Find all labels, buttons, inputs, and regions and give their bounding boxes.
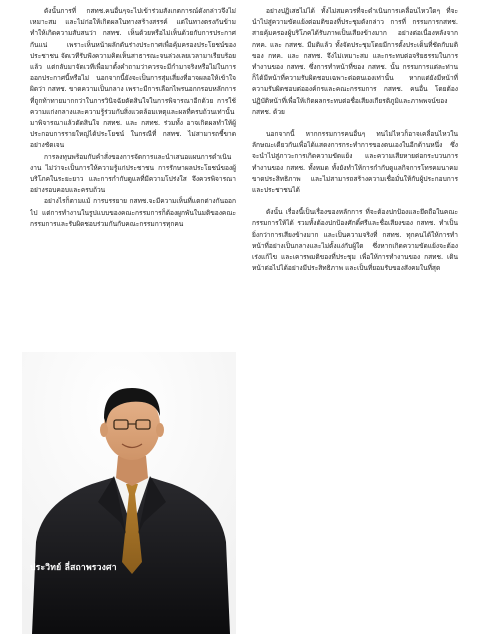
photo-caption: ประวิทย์ ลี่สถาพรวงศา: [30, 563, 117, 573]
article-paragraph: ดังนั้น เรื่องนี้เป็นเรื่องของหลักการ ที่จะต้องปกป้องและยึดถือในคณะกรรมการให้ได้ รวมทั้งต้องปกป้องศักดิ์ศรีและชื่อเสียงของ กสทช. ทำเป็นยิ่งกว่าการเสียงข้างมาก และเป็นความจริงที่ กสทช. ทุกคนได้ให้การทำหน้าที่อย่างเป็นกลางและไม่ตั้งแง่กับผู้ใด ซึ่งหากเกิดความขัดแย้งจะต้องเร่งแก้ไข และเคารพมติของที่ประชุม เพื่อให้การทำงานของ กสทช. เดินหน้าต่อไปได้อย่างมีประสิทธิภาพ และเป็นที่ยอมรับของสังคมในที่สุด: [252, 208, 458, 273]
article-paragraph: นอกจากนี้ หากกรรมการคนอื่นๆ ทนไม่ไหวก็อาจเคลื่อนไหวในลักษณะเดียวกันเพื่อได้แสดงการกระทำการของตนเองในอีกด้านหนึ่ง ซึ่งจะนำไปสู่ภาวะการเกิดความขัดแย้ง และความเสียหายต่อกระบวนการทำงานของ กสทช. ทั้งหมด ทั้งยังทำให้การกำกับดูแลกิจการโทรคมนาคมขาดประสิทธิภาพ และไม่สามารถสร้างความเชื่อมั่นให้กับผู้ประกอบการและประชาชนได้: [252, 130, 458, 195]
portrait-photo: [22, 352, 236, 634]
article-paragraph: การลงทุนพร้อมกับคำสั่งของการจัดการและนำเสนอแผนการดำเนินงาน ไม่ว่าจะเป็นการให้ความรู้แก่ประชาชน การรักษาผลประโยชน์ของผู้บริโภคในระยะยาว และการกำกับดูแลที่มีความโปร่งใส จึงควรพิจารณาอย่างรอบคอบและครบถ้วน: [30, 152, 236, 195]
article-left-column: [30, 6, 236, 350]
article-paragraph: อย่างไรก็ตามแม้ การบรรยาย กสทช.จะมีความเห็นที่แตกต่างกันออกไป แต่การทำงานในรูปแบบของคณะกรรมการก็ต้องผูกพันในมติของคณะกรรมการและรับผิดชอบร่วมกันกับคณะกรรมการทุกคน: [30, 197, 236, 228]
portrait-illustration: [22, 352, 236, 634]
article-right-column: [252, 6, 458, 630]
article-paragraph: อย่างปฏิเสธไม่ได้ ทั้งไม่สมควรที่จะดำเนินการเคลื่อนไหวใดๆ ที่จะนำไปสู่ความขัดแย้งต่อมติของที่ประชุมดังกล่าว การที่ กรรมการกสทช. สายคุ้มครองผู้บริโภคได้รับภาพเป็นเสียงข้างมาก อย่างต่อเนื่องหลังจาก กทค. และ กสทช. มีมติแล้ว ทั้งจัดประชุมโดยมีการตั้งประเด็นที่ชัดกับมติของ กทค. และ กสทช. จึงไม่เหมาะสม และกระทบต่อจริยธรรมในการทำงานของ กสทช. ซึ่งการทำหน้าที่ของ กสทช. นั้น กรรมการแต่ละท่านก็ได้มีหน้าที่ความรับผิดชอบเฉพาะต่อตนเองเท่านั้น หากแต่ยังมีหน้าที่ความรับผิดชอบต่อองค์กรและคณะกรรมการ กสทช. คนอื่น โดยต้องปฏิบัติหน้าที่เพื่อให้เกิดผลกระทบต่อชื่อเสียงเกียรติภูมิและภาพพจน์ของ กสทช. ด้วย: [252, 7, 458, 116]
article-paragraph: ดังนั้นการที่ กสทช.คนอื่นๆจะไปเข้าร่วมสังเกตการณ์ดังกล่าวจึงไม่เหมาะสม และไม่ก่อให้เกิดผลในทางสร้างสรรค์ แต่ในทางตรงกันข้ามทำให้เกิดความสับสนว่า กสทช. เห็นด้วยหรือไม่เห็นด้วยกับการประกาศกันแน่ เพราะเห็นหน้าผลักดันร่างประกาศเพื่อคุ้มครองประโยชน์ของประชาชน จัดเวทีรับฟังความคิดเห็นสาธารณะจนล่วงเลยเวลามาเรียบร้อยแล้ว แต่กลับมาจัดเวทีเพื่อมาตั้งคำถามว่าควรจะมีกำมาจริงหรือไม่ในการออกประกาศนี้หรือไม่ นอกจากนี้ยังจะเป็นการสุ่มเสี่ยงที่อาจผลอให้เข้าใจผิดว่า กสทช. ขาดความเป็นกลาง เพราะมีการเลือกไพรนอกกรอบหลักการที่ถูกท้าทายมากกว่าในการวินิจฉัยตัดสินใจในการพิจารณาอีกด้วย การใช้ความแก่งกลางและความรู้ร่วมกับสิ่งแวดล้อมเหตุและผลที่ครบถ้วนเท่านั้น มาพิจารณาแล้วตัดสินใจ กสทช. และ กสทช. ร่วมทั้ง อาจเกิดผลทำให้ผู้ประกอบการรายใหญ่ได้ประโยชน์ ในกรณีที่ กสทช. ไม่สามารถชี้ขาดอย่างชัดเจน: [30, 7, 236, 150]
